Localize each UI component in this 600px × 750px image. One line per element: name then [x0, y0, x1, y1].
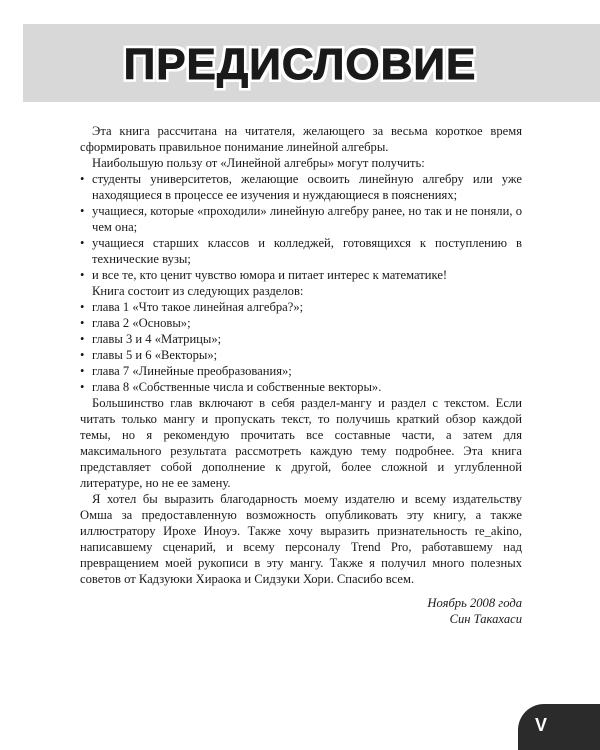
- page-number: V: [534, 715, 547, 735]
- bullet-icon: •: [80, 268, 85, 282]
- list-item: • глава 1 «Что такое линейная алгебра?»;: [80, 300, 304, 314]
- list-item: • и все те, кто ценит чувство юмора и питает интерес к математике!: [80, 268, 448, 282]
- bullet-icon: •: [80, 172, 85, 186]
- bullet-icon: •: [80, 236, 85, 250]
- list-item: • учащиеся старших классов и колледжей, готовящихся к поступлению в технические вузы;: [80, 236, 522, 266]
- sections-intro: Книга состоит из следующих разделов:: [92, 284, 304, 298]
- audience-intro: Наибольшую пользу от «Линейной алгебры» могут получить:: [92, 156, 425, 170]
- signature: [80, 595, 522, 627]
- bullet-icon: •: [80, 300, 85, 314]
- bullet-icon: •: [80, 332, 85, 346]
- structure-paragraph: Большинство глав включают в себя раздел-мангу и раздел с текстом. Если читать только мангу и пропускать текст, то получишь краткий обзор каждой темы, но я рекомендую прочитать все составные части, а затем для максимального результата рассмотреть каждую тему подробнее. Эта книга представляет собой дополнение к другой, более сложной и углубленной литературе, но не ее замену.: [80, 396, 522, 490]
- list-item: • главы 3 и 4 «Матрицы»;: [80, 332, 222, 346]
- preface-body: [80, 123, 522, 587]
- signature-date: Ноябрь 2008 года: [427, 596, 522, 610]
- bullet-icon: •: [80, 316, 85, 330]
- list-item: • глава 2 «Основы»;: [80, 316, 191, 330]
- list-item: • студенты университетов, желающие освоить линейную алгебру или уже находящиеся в процессе ее изучения и нуждающиеся в пояснениях;: [80, 172, 522, 202]
- page-title: ПРЕДИСЛОВИЕ: [123, 40, 477, 89]
- list-item: • учащиеся, которые «проходили» линейную алгебру ранее, но так и не поняли, о чем она;: [80, 204, 522, 234]
- signature-author: Син Такахаси: [449, 612, 522, 626]
- bullet-icon: •: [80, 364, 85, 378]
- audience-list: [80, 171, 522, 283]
- bullet-icon: •: [80, 380, 85, 394]
- bullet-icon: •: [80, 348, 85, 362]
- list-item: • глава 7 «Линейные преобразования»;: [80, 364, 292, 378]
- list-item: • главы 5 и 6 «Векторы»;: [80, 348, 218, 362]
- sections-list: [80, 299, 522, 395]
- thanks-paragraph: Я хотел бы выразить благодарность моему издателю и всему издательству Омша за предоставленную возможность опубликовать эту книгу, а также иллюстратору Ирохе Иноуэ. Также хочу выразить признательность re_akino, написавшему сценарий, и всему персоналу Trend Pro, работавшему над превращением моей рукописи в эту мангу. Также я получил много полезных советов от Кадзуюки Хираока и Сидзуки Хори. Спасибо всем.: [80, 492, 522, 586]
- bullet-icon: •: [80, 204, 85, 218]
- list-item: • глава 8 «Собственные числа и собственные векторы».: [80, 380, 382, 394]
- intro-paragraph: Эта книга рассчитана на читателя, желающего за весьма короткое время сформировать правильное понимание линейной алгебры.: [80, 124, 522, 154]
